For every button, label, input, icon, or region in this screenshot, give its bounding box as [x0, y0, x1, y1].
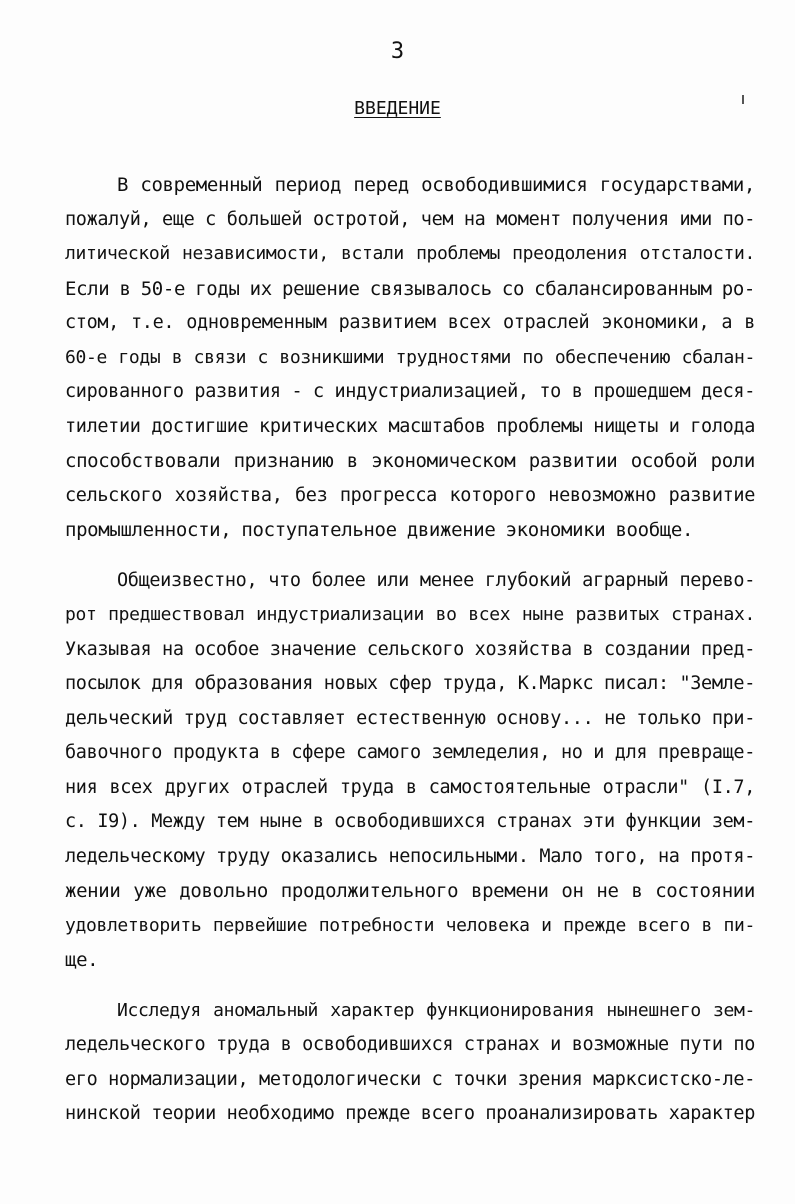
text-line: Исследуя аномальный характер функционирования нынешнего зем-	[117, 999, 755, 1021]
text-line: стом, т.е. одновременным развитием всех отраслей экономики, а в	[65, 312, 755, 333]
text-line: литической независимости, встали проблемы преодоления отсталости.	[65, 243, 755, 264]
text-line: рот предшествовал индустриализации во всех ныне развитых странах.	[65, 604, 755, 625]
text-line: ния всех других отраслей труда в самостоятельные отрасли" (I.7,	[65, 776, 755, 798]
text-line: пожалуй, еще с большей остротой, чем на момент получения ими по-	[65, 208, 755, 230]
text-line: с. I9). Между тем ныне в освободившихся странах эти функции зем-	[65, 811, 755, 832]
text-line: ледельческому труду оказались непосильными. Мало того, на протя-	[65, 845, 755, 867]
text-line: жении уже довольно продолжительного времени он не в состоянии	[65, 880, 755, 902]
text-line: 60-е годы в связи с возникшими трудностями по обеспечению сбалан-	[65, 346, 755, 368]
text-line: ледельческого труда в освободившихся странах и возможные пути по	[65, 1034, 755, 1055]
text-line: сельского хозяйства, без прогресса которого невозможно развитие	[65, 484, 755, 506]
paragraph-1	[65, 168, 755, 548]
text-line: Указывая на особое значение сельского хозяйства в создании пред-	[65, 638, 755, 660]
text-line: тилетии достигшие критических масштабов проблемы нищеты и голода	[65, 415, 755, 437]
page-heading: ВВЕДЕНИЕ	[354, 98, 441, 119]
text-line: способствовали признанию в экономическом развитии особой роли	[65, 450, 755, 472]
text-line: В современный период перед освободившимися государствами,	[117, 174, 755, 196]
text-line: Общеизвестно, что более или менее глубокий аграрный перево-	[117, 569, 755, 591]
text-line: его нормализации, методологически с точки зрения марксистско-ле-	[65, 1068, 755, 1090]
text-line: промышленности, поступательное движение экономики вообще.	[65, 519, 694, 541]
text-line: сированного развития - с индустриализацией, то в прошедшем деся-	[65, 381, 755, 402]
body-text	[65, 168, 755, 1132]
text-line: нинской теории необходимо прежде всего проанализировать характер	[65, 1103, 755, 1124]
paragraph-3	[65, 994, 755, 1132]
text-line: посылок для образования новых сфер труда, К.Маркс писал: "Земле-	[65, 673, 755, 694]
text-line: дельческий труд составляет естественную основу... не только при-	[65, 707, 755, 729]
paragraph-2	[65, 564, 755, 978]
text-line: Если в 50-е годы их решение связывалось со сбалансированным ро-	[65, 277, 755, 300]
text-line: ще.	[65, 949, 99, 971]
text-line: удовлетворить первейшие потребности человека и прежде всего в пи-	[65, 914, 755, 936]
page-number: 3	[390, 39, 405, 64]
text-line: бавочного продукта в сфере самого земледелия, но и для превраще-	[65, 742, 755, 763]
stray-mark	[742, 95, 744, 104]
